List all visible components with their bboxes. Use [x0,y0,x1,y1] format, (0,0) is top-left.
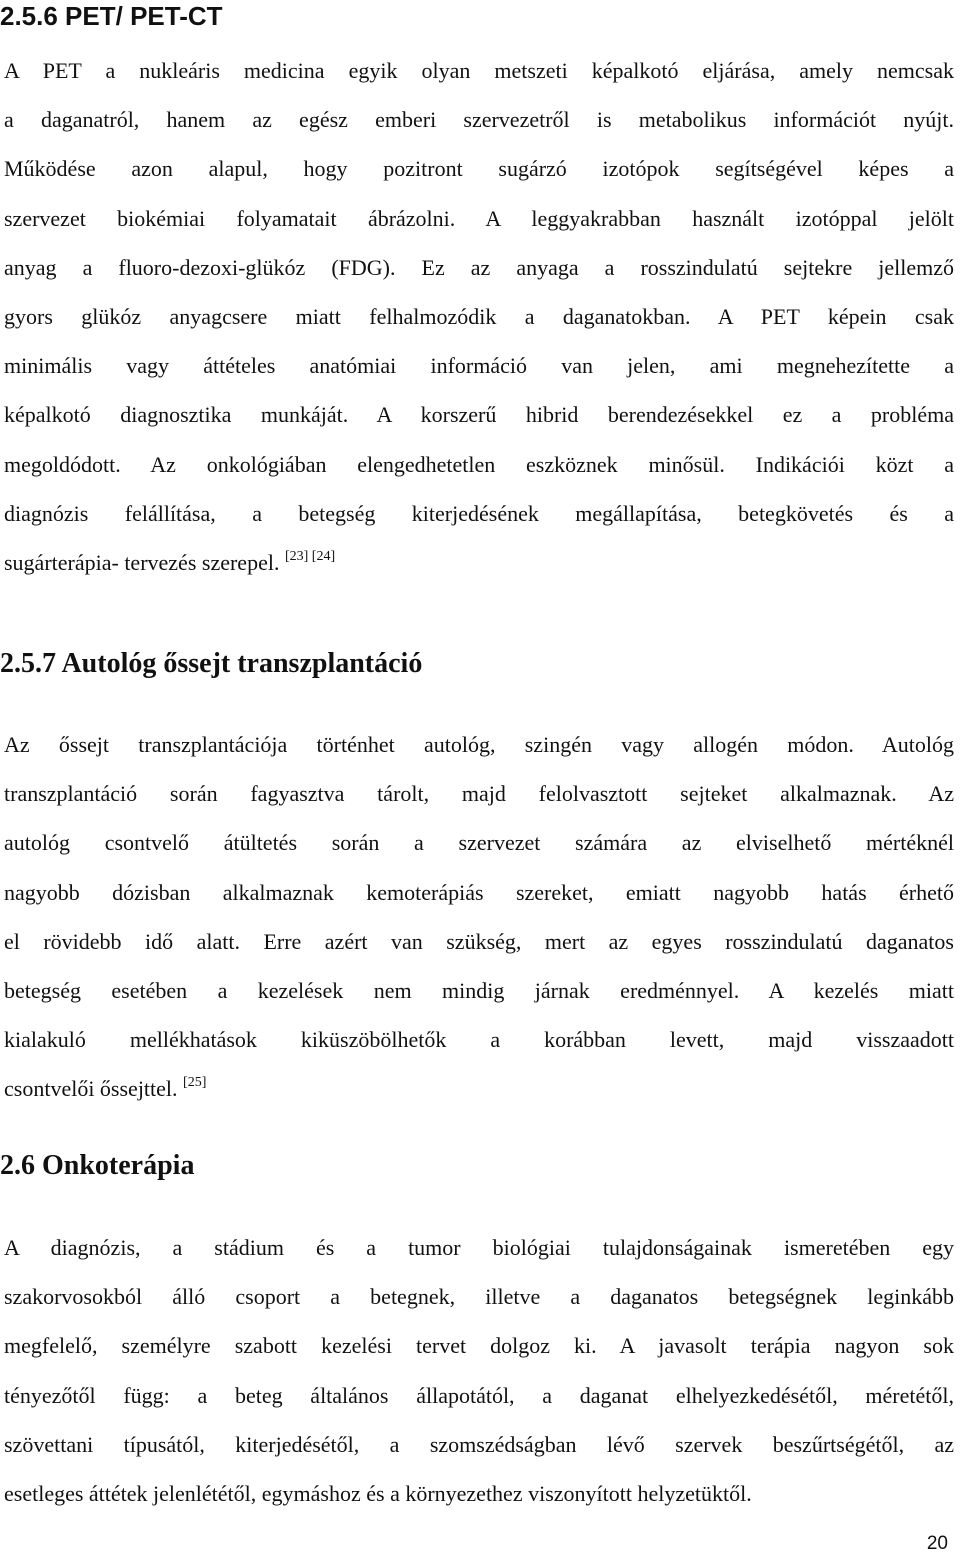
paragraph-line: képalkotó diagnosztika munkáját. A korszerű hibrid berendezésekkel ez a probléma [4,402,954,428]
paragraph-line: Működése azon alapul, hogy pozitront sugárzó izotópok segítségével képes a [4,156,954,182]
paragraph-line: szövettani típusától, kiterjedésétől, a szomszédságban lévő szervek beszűrtségétől, az [4,1431,954,1457]
paragraph-line [4,1064,954,1113]
paragraph-line: autológ csontvelő átültetés során a szervezet számára az elviselhető mértéknél [4,830,954,856]
page-number: 20 [926,1533,948,1554]
paragraph-line: a daganatról, hanem az egész emberi szervezetről is metabolikus információt nyújt. [4,107,954,133]
section-heading-onkoterapia: 2.6 Onkoterápia [0,1150,195,1181]
paragraph-line: esetleges áttétek jelenlététől, egymáshoz és a környezethez viszonyított helyzetüktől. [4,1481,752,1507]
section-heading-pet: 2.5.6 PET/ PET-CT [0,1,223,31]
paragraph-line: diagnózis felállítása, a betegség kiterjedésének megállapítása, betegkövetés és a [4,500,954,526]
paragraph-line: Az őssejt transzplantációja történhet autológ, szingén vagy allogén módon. Autológ [4,732,954,757]
citation-reference: [23] [24] [284,549,336,565]
paragraph-line-text: csontvelői őssejttel. [4,1076,178,1102]
paragraph-line: megfelelő, személyre szabott kezelési tervet dolgoz ki. A javasolt terápia nagyon sok [4,1333,954,1359]
citation-reference: [25] [183,1075,207,1091]
paragraph-line: A diagnózis, a stádium és a tumor biológiai tulajdonságainak ismeretében egy [4,1235,954,1260]
paragraph-line: gyors glükóz anyagcsere miatt felhalmozódik a daganatokban. A PET képein csak [4,304,954,330]
paragraph-autolog [4,720,954,1114]
paragraph-line: minimális vagy áttételes anatómiai információ van jelen, ami megnehezítette a [4,353,954,379]
paragraph-line-text: sugárterápia- tervezés szerepel. [4,550,280,576]
paragraph-line: betegség esetében a kezelések nem mindig járnak eredménnyel. A kezelés miatt [4,978,954,1004]
paragraph-line: A PET a nukleáris medicina egyik olyan metszeti képalkotó eljárása, amely nemcsak [4,58,954,83]
paragraph-onkoterapia [4,1223,954,1518]
paragraph-line: tényezőtől függ: a beteg általános állapotától, a daganat elhelyezkedésétől, méretétől, [4,1382,954,1408]
paragraph-line [4,538,954,587]
paragraph-line: szakorvosokból álló csoport a betegnek, illetve a daganatos betegségnek leginkább [4,1284,954,1310]
section-heading-autolog: 2.5.7 Autológ őssejt transzplantáció [0,648,423,679]
paragraph-pet [4,46,954,587]
paragraph-line: anyag a fluoro-dezoxi-glükóz (FDG). Ez az anyaga a rosszindulatú sejtekre jellemző [4,254,954,280]
paragraph-line: szervezet biokémiai folyamatait ábrázolni. A leggyakrabban használt izotóppal jelölt [4,205,954,231]
paragraph-line: el rövidebb idő alatt. Erre azért van szükség, mert az egyes rosszindulatú daganatos [4,928,954,954]
paragraph-line: transzplantáció során fagyasztva tárolt, majd felolvasztott sejteket alkalmaznak. Az [4,781,954,807]
paragraph-line: megoldódott. Az onkológiában elengedhetetlen eszköznek minősül. Indikációi közt a [4,451,954,477]
paragraph-line: kialakuló mellékhatások kiküszöbölhetők a korábban levett, majd visszaadott [4,1027,954,1053]
paragraph-line: nagyobb dózisban alkalmaznak kemoterápiás szereket, emiatt nagyobb hatás érhető [4,879,954,905]
